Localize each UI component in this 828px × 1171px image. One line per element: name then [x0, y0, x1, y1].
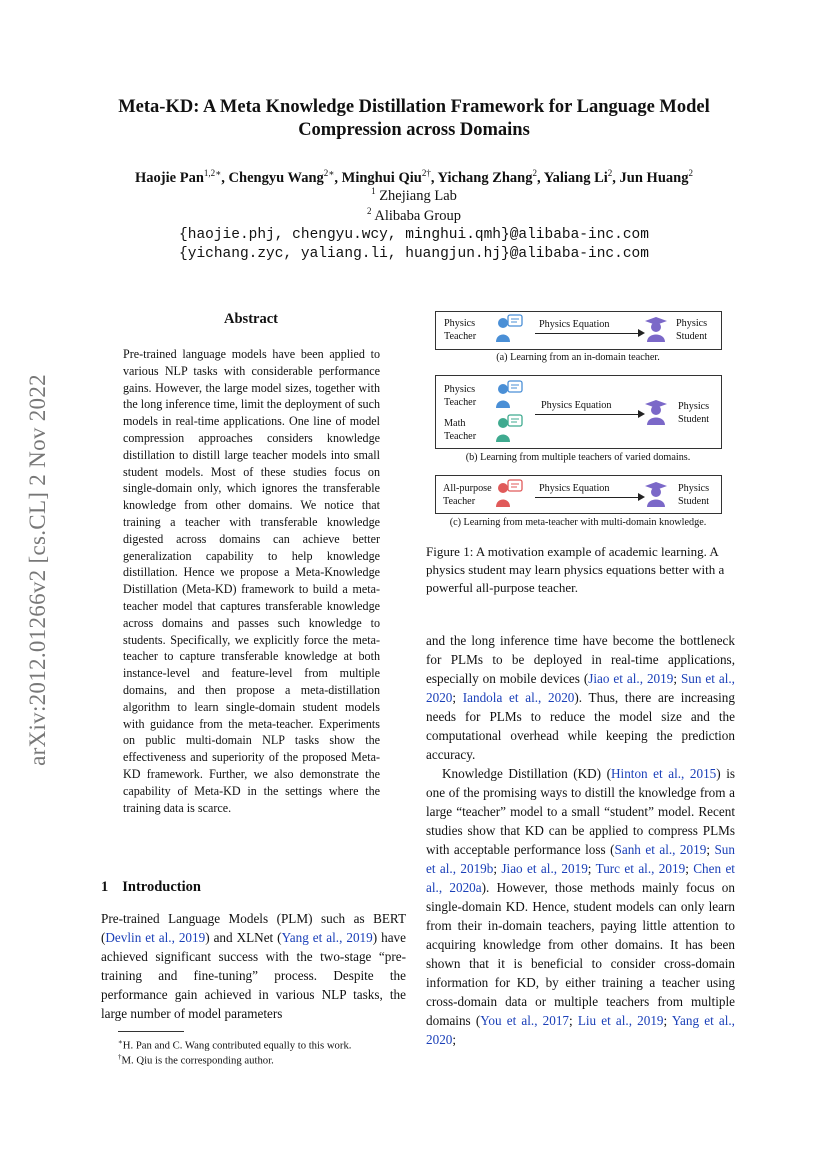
panel-a-arrow: [535, 333, 640, 334]
citation-link[interactable]: Liu et al., 2019: [577, 1013, 664, 1028]
email-line-1[interactable]: {haojie.phj, chengyu.wcy, minghui.qmh}@alibaba-inc.com: [179, 227, 649, 243]
section-heading: 1 Introduction: [101, 879, 201, 895]
panel-c-teacher-label: All-purpose Teacher: [443, 483, 492, 507]
author-name: Minghui Qiu: [341, 169, 422, 186]
author-affiliation-mark: 1,2∗: [203, 168, 222, 178]
panel-c-student-label: Physics Student: [678, 483, 710, 507]
author-affiliation-mark: 2: [532, 168, 537, 178]
intro-paragraph: Pre-trained Language Models (PLM) such as BERT (Devlin et al., 2019) and XLNet (Yang et al., 2019) have achieved significant success with the two-stage “pre-training and fine-tuning” process. Despite the performance gain achieved in various NLP tasks, the large number of model parameters: [101, 911, 406, 1021]
citation-link[interactable]: Iandola et al., 2020: [462, 690, 575, 705]
citation-link[interactable]: Sun et al., 2019b: [426, 842, 735, 876]
citation-link[interactable]: Jiao et al., 2019: [501, 861, 588, 876]
panel-a-caption: (a) Learning from an in-domain teacher.: [496, 352, 660, 363]
citation-link[interactable]: Chen et al., 2020a: [426, 861, 735, 895]
panel-b-arrow-label: Physics Equation: [541, 400, 612, 411]
paper-title: Meta-KD: A Meta Knowledge Distillation Framework for Language Model Compression across Domains: [118, 97, 710, 140]
citation-link[interactable]: Turc et al., 2019: [595, 861, 686, 876]
author-list: Haojie Pan$^{1,2∗}$, Chengyu Wang$^{2∗}$, Minghui Qiu$^{2\dagger}$, Yichang Zhang$^2$, Yaliang Li$^2$, Jun Huang$^2$: [135, 168, 693, 186]
citation-link[interactable]: Jiao et al., 2019: [588, 671, 674, 686]
panel-b-teacher1-label: Physics Teacher: [444, 384, 477, 408]
panel-c-arrow: [535, 497, 640, 498]
author-affiliation-mark: 2: [607, 168, 613, 178]
right-column-text: and the long inference time have become the bottleneck for PLMs to be deployed in real-time applications, especially on mobile devices (Jiao et al., 2019; Sun et al., 2020; Iandola et al., 2020). Thus, there are increasing needs for PLMs to reduce the model size and the computational overhead while keeping the prediction accuracy. Knowledge Distillation (KD) (Hinton et al., 2015) is one of the promising ways to distill the knowledge from a large “teacher” model to a small “student” model. Recent studies show that KD can be applied to compress PLMs with acceptable performance loss (Sanh et al., 2019; Sun et al., 2019b; Jiao et al., 2019; Turc et al., 2019; Chen et al., 2020a). However, those methods mainly focus on single-domain KD. Hence, student models can only learn from their in-domain teachers, paying little attention to acquiring knowledge from other domains. It has been shown that it is beneficial to consider cross-domain information for KD, by either training a teacher using cross-domain data or multiple teachers from multiple domains (You et al., 2017; Liu et al., 2019; Yang et al., 2020;: [426, 633, 736, 1047]
author-name: Chengyu Wang: [228, 169, 324, 186]
panel-a-arrow-label: Physics Equation: [539, 319, 610, 330]
teacher-icon: [494, 314, 524, 344]
abstract-body: Pre-trained language models have been applied to various NLP tasks with considerable performance gains. However, the large model sizes, together with the long inference time, limit the deployment of such models in real-time applications. One line of model compression approaches considers knowledge distillation to distill large teacher models into small student models. Most of these studies focus on single-domain only, which ignores the transferable knowledge from other domains. We notice that training a teacher with transferable knowledge digested across domains can achieve better generalization capability to help knowledge distillation. Hence we propose a Meta-Knowledge Distillation (Meta-KD) framework to build a meta-teacher model that captures transferable knowledge across domains and passes such knowledge to students. Specifically, we explicitly force the meta-teacher to capture transferable knowledge at both instance-level and feature-level from multiple domains, and then propose a meta-distillation algorithm to learn single-domain student models with guidance from the meta-teacher. Experiments on public multi-domain NLP tasks show the effectiveness and superiority of the proposed Meta-KD framework. Further, we also demonstrate the capability of Meta-KD in the settings where the training data is scarce.: [123, 347, 380, 815]
citation-link[interactable]: Yang et al., 2020: [426, 1013, 735, 1047]
panel-c-arrow-label: Physics Equation: [539, 483, 610, 494]
citation-link[interactable]: Sun et al., 2020: [426, 671, 735, 705]
author-affiliation-mark: 2†: [421, 168, 431, 178]
citation-link[interactable]: You et al., 2017: [480, 1013, 570, 1028]
footnote-rule: [118, 1031, 184, 1032]
affiliation-2: $^2$ Alibaba Group: [367, 206, 461, 224]
panel-b-caption: (b) Learning from multiple teachers of varied domains.: [465, 452, 691, 463]
panel-b-teacher2-label: Math Teacher: [444, 418, 477, 442]
author-affiliation-mark: 2: [688, 168, 693, 178]
panel-c-caption: (c) Learning from meta-teacher with multi-domain knowledge.: [449, 517, 707, 528]
author-name: Yaliang Li: [543, 169, 608, 186]
panel-a-student-label: Physics Student: [676, 318, 708, 342]
affiliation-1: $^1$ Zhejiang Lab: [371, 186, 457, 204]
footnote-1: ∗H. Pan and C. Wang contributed equally to this work.: [118, 1038, 352, 1052]
author-name: Jun Huang: [619, 169, 689, 186]
student-icon: [644, 399, 668, 425]
math-teacher-icon: [494, 414, 524, 444]
citation-link[interactable]: Yang et al., 2019: [281, 930, 373, 945]
citation-link[interactable]: Devlin et al., 2019: [105, 930, 206, 945]
student-icon: [644, 481, 668, 507]
physics-teacher-icon: [494, 380, 524, 410]
panel-b-arrow: [535, 414, 640, 415]
all-purpose-teacher-icon: [494, 479, 524, 509]
author-name: Haojie Pan: [135, 169, 204, 186]
footnote-2: †M. Qiu is the corresponding author.: [118, 1053, 274, 1067]
author-name: Yichang Zhang: [437, 169, 533, 186]
email-line-2[interactable]: {yichang.zyc, yaliang.li, huangjun.hj}@alibaba-inc.com: [179, 246, 649, 262]
author-affiliation-mark: 2∗: [323, 168, 335, 178]
arxiv-stamp: arXiv:2012.01266v2 [cs.CL] 2 Nov 2022: [25, 374, 50, 766]
panel-a-teacher-label: Physics Teacher: [444, 318, 477, 342]
student-icon: [644, 316, 668, 342]
figure-caption: Figure 1: A motivation example of academic learning. A physics student may learn physics equations better with a powerful all-purpose teacher.: [426, 544, 725, 595]
panel-b-student-label: Physics Student: [678, 401, 710, 425]
citation-link[interactable]: Hinton et al., 2015: [611, 766, 717, 781]
citation-link[interactable]: Sanh et al., 2019: [614, 842, 707, 857]
abstract-heading: Abstract: [224, 311, 278, 327]
